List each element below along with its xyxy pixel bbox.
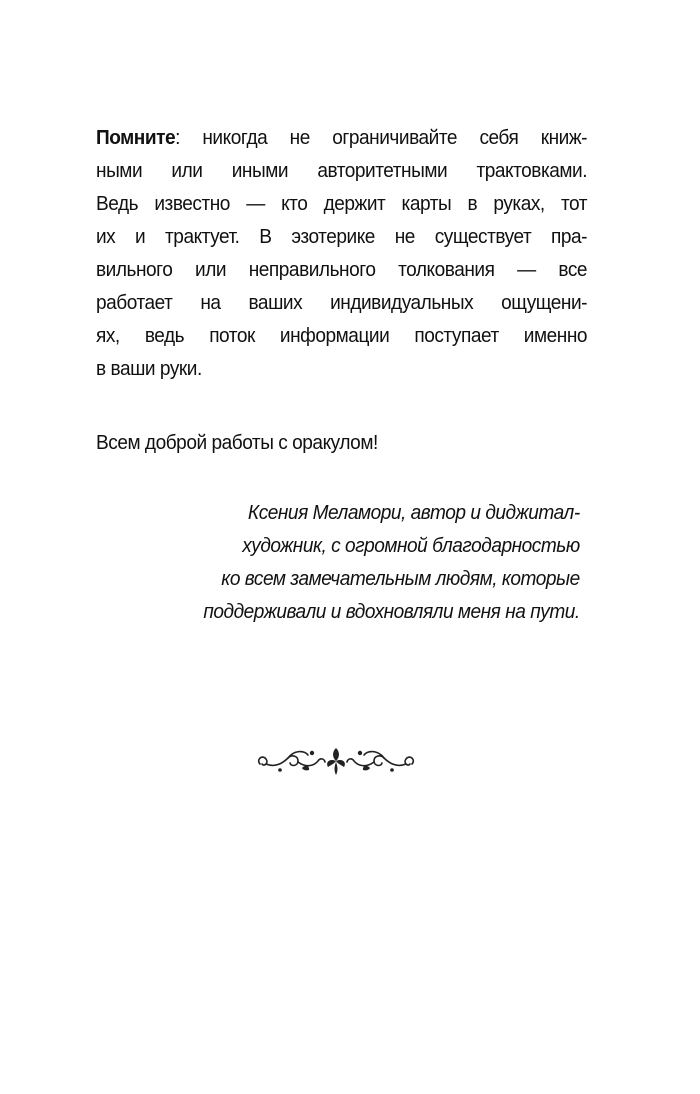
text-line: Ведь известно — кто держит карты в руках, тот <box>96 192 588 215</box>
paragraph-reminder <box>96 121 587 385</box>
text-line: вильного или неправильного толкования — все <box>96 258 588 281</box>
signature-line: художник, с огромной благодарностью <box>242 534 580 557</box>
text-line: работает на ваших индивидуальных ощущени- <box>96 291 588 314</box>
signature-line: Ксения Меламори, автор и диджитал- <box>248 501 580 524</box>
signature-line: ко всем замечательным людям, которые <box>221 567 580 590</box>
paragraph-wish <box>96 426 587 459</box>
text-line: Помните: никогда не ограничивайте себя книж- <box>96 126 588 149</box>
bold-lead: Помните <box>96 126 176 149</box>
text-line: ях, ведь поток информации поступает именно <box>96 324 588 347</box>
text-line: ными или иными авторитетными трактовками. <box>96 159 588 182</box>
text-line: Всем доброй работы с оракулом! <box>96 431 378 454</box>
author-signature <box>204 496 580 628</box>
text-line: в ваши руки. <box>96 357 202 380</box>
text-line: их и трактует. В эзотерике не существует пра- <box>96 225 588 248</box>
floral-divider-icon <box>252 740 420 780</box>
signature-line: поддерживали и вдохновляли меня на пути. <box>203 600 580 623</box>
